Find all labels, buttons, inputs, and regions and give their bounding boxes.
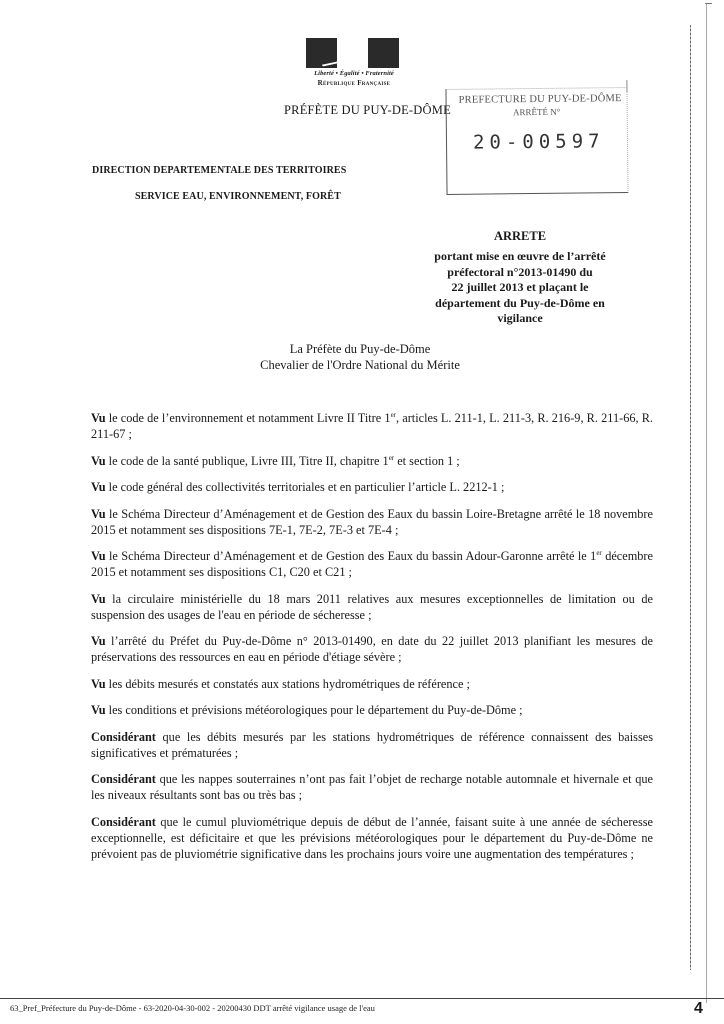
scan-edge-tick bbox=[705, 3, 712, 4]
recital-paragraph bbox=[91, 702, 653, 718]
recital-text: le code général des collectivités territoriales et en particulier l’article L. 2212-1 ; bbox=[105, 480, 505, 494]
recital-paragraph bbox=[91, 548, 653, 580]
subtitle-line: département du Puy-de-Dôme en bbox=[435, 295, 605, 310]
recital-text: la circulaire ministérielle du 18 mars 2011 relatives aux mesures exceptionnelles de limitation ou de suspension des usages de l'eau en période de sécheresse ; bbox=[91, 591, 653, 622]
recital-text: les conditions et prévisions météorologiques pour le département du Puy-de-Dôme ; bbox=[105, 703, 523, 717]
recital-lead: Vu bbox=[91, 703, 106, 717]
recital-lead: Vu bbox=[91, 453, 106, 468]
arrete-subtitle bbox=[400, 249, 640, 327]
recital-lead: Considérant bbox=[91, 814, 156, 829]
recital-lead: Considérant bbox=[91, 729, 156, 744]
signatory-title: La Préfète du Puy-de-Dôme bbox=[289, 342, 431, 356]
prefecture-name: PRÉFÈTE DU PUY-DE-DÔME bbox=[284, 103, 451, 117]
footer-reference: 63_Pref_Préfecture du Puy-de-Dôme - 63-2020-04-30-002 - 20200430 DDT arrêté vigilance usage de l'eau bbox=[10, 1003, 375, 1013]
stamp-label: ARRÊTÉ N° bbox=[512, 106, 561, 118]
subtitle-line: 22 juillet 2013 et plaçant le bbox=[451, 280, 589, 295]
arrete-title: ARRETE bbox=[493, 229, 547, 243]
scan-margin-line bbox=[690, 25, 691, 970]
recital-paragraph bbox=[91, 814, 653, 862]
recital-text: le code de la santé publique, Livre III, Titre II, chapitre 1er et section 1 ; bbox=[105, 453, 460, 468]
recital-paragraph bbox=[91, 729, 653, 761]
logo-motto: Liberté • Égalité • Fraternité bbox=[314, 70, 394, 77]
recital-lead: Vu bbox=[91, 549, 106, 563]
recital-paragraph bbox=[91, 771, 653, 803]
recital-lead: Vu bbox=[91, 506, 106, 521]
page-number: 4 bbox=[694, 1000, 703, 1017]
subtitle-line: vigilance bbox=[497, 311, 543, 326]
document-body bbox=[91, 410, 653, 872]
recital-text: que les nappes souterraines n’ont pas fait l’objet de recharge notable automnale et hivernale et que les niveaux résultants sont bas ou très bas ; bbox=[91, 772, 653, 802]
recital-lead: Vu bbox=[91, 634, 106, 648]
recital-lead: Vu bbox=[91, 480, 106, 494]
recital-lead: Vu bbox=[91, 676, 106, 691]
recital-text: le code de l’environnement et notamment Livre II Titre 1er, articles L. 211-1, L. 211-3, R. 216-9, R. 211-66, R. 211-67 ; bbox=[91, 410, 654, 441]
direction-heading: DIRECTION DEPARTEMENTALE DES TERRITOIRES bbox=[92, 165, 347, 176]
recital-text: l’arrêté du Préfet du Puy-de-Dôme n° 2013-01490, en date du 22 juillet 2013 planifiant les mesures de préservations des ressources en eau en période d'étiage sévère ; bbox=[91, 634, 653, 664]
recital-lead: Vu bbox=[91, 411, 106, 425]
recital-text: que les débits mesurés par les stations hydrométriques de référence connaissent des baisses significatives et prématurées ; bbox=[91, 729, 653, 760]
recital-paragraph bbox=[91, 633, 653, 665]
footer-divider bbox=[0, 998, 724, 999]
subtitle-line: portant mise en œuvre de l’arrêté bbox=[434, 249, 606, 263]
arrete-number-stamp bbox=[445, 87, 628, 195]
stamp-prefecture: PREFECTURE DU PUY-DE-DÔME bbox=[458, 93, 622, 106]
recital-lead: Vu bbox=[91, 591, 106, 606]
recital-text: les débits mesurés et constatés aux stations hydrométriques de référence ; bbox=[105, 676, 470, 691]
recital-paragraph bbox=[91, 591, 653, 623]
subtitle-line: préfectoral n°2013-01490 du bbox=[447, 264, 593, 279]
recital-paragraph bbox=[91, 676, 653, 692]
logo-republic: République Française bbox=[317, 79, 391, 87]
signatory bbox=[240, 341, 480, 373]
recital-paragraph bbox=[91, 410, 653, 442]
recital-paragraph bbox=[91, 506, 653, 538]
stamp-number: 20-00597 bbox=[472, 130, 605, 154]
republique-logo bbox=[303, 38, 405, 87]
recital-text: le Schéma Directeur d’Aménagement et de Gestion des Eaux du bassin Loire-Bretagne arrêté le 18 novembre 2015 et notamment ses dispositions 7E-1, 7E-2, 7E-3 et 7E-4 ; bbox=[91, 506, 653, 537]
recital-text: le Schéma Directeur d’Aménagement et de Gestion des Eaux du bassin Adour-Garonne arrêté le 1er décembre 2015 et notamment ses dispositions C1, C20 et C21 ; bbox=[91, 548, 653, 579]
signatory-honour: Chevalier de l'Ordre National du Mérite bbox=[260, 358, 460, 372]
recital-text: que le cumul pluviométrique depuis de début de l’année, faisant suite à une année de sécheresse exceptionnelle, est déficitaire et que les prévisions météorologiques pour le département du Puy-de-Dôme ne prévoient pas de pluviométrie significative dans les prochains jours voire une augmentation des températures ; bbox=[91, 814, 653, 861]
recital-paragraph bbox=[91, 479, 653, 495]
recital-paragraph bbox=[91, 453, 653, 469]
service-heading: SERVICE EAU, ENVIRONNEMENT, FORÊT bbox=[135, 191, 341, 202]
scan-edge-line bbox=[706, 3, 707, 1003]
marianne-logo-icon bbox=[306, 38, 399, 68]
recital-lead: Considérant bbox=[91, 772, 156, 786]
